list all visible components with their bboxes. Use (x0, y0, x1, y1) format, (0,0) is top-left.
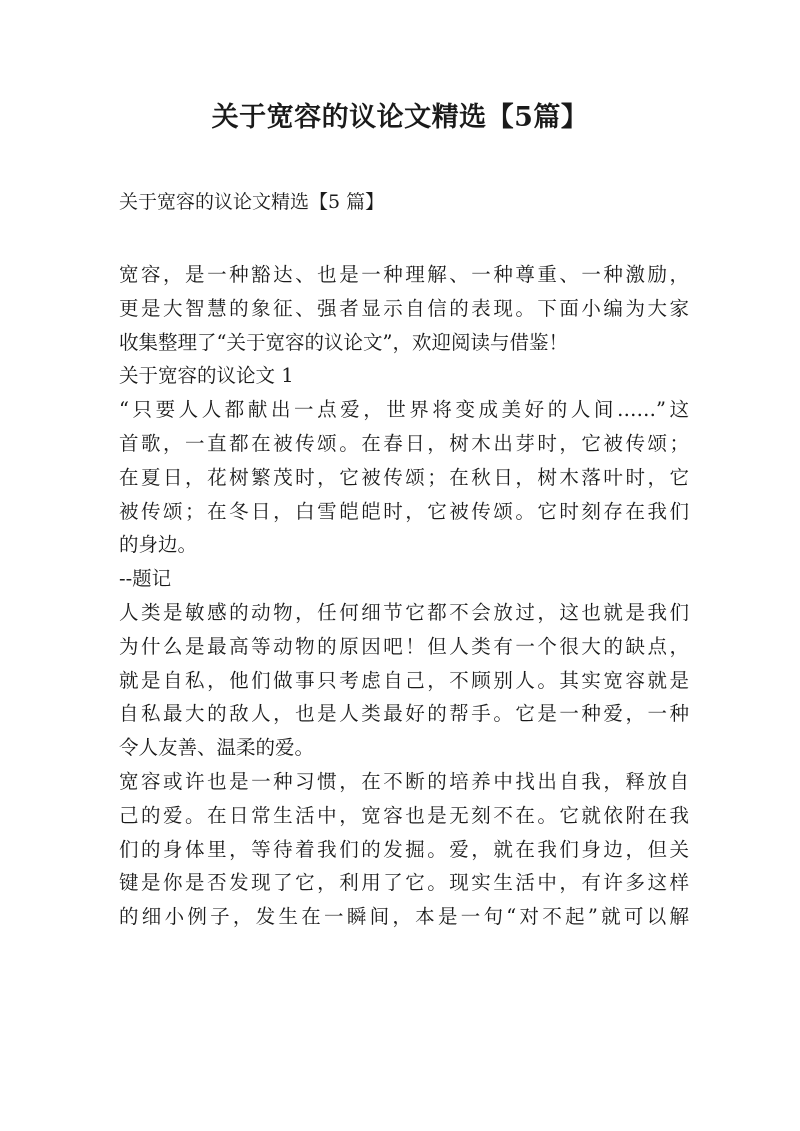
document-title: 关于宽容的议论文精选【5篇】 (211, 102, 589, 133)
text-line: 己的爱。在日常生活中，宽容也是无刻不在。它就依附在我 (119, 803, 689, 827)
document-body (119, 258, 689, 934)
text-line: --题记 (119, 567, 172, 591)
text-line: 在夏日，花树繁茂时，它被传颂；在秋日，树木落叶时，它 (119, 465, 689, 489)
document-subtitle: 关于宽容的议论文精选【5 篇】 (119, 191, 385, 213)
text-line: 们的身体里，等待着我们的发掘。爱，就在我们身边，但关 (119, 837, 689, 861)
text-line: 令人友善、温柔的爱。 (119, 736, 315, 760)
text-line: 人类是敏感的动物，任何细节它都不会放过，这也就是我们 (119, 600, 689, 624)
text-line: 被传颂；在冬日，白雪皑皑时，它被传颂。它时刻存在我们 (119, 499, 689, 523)
text-line: 自私最大的敌人，也是人类最好的帮手。它是一种爱，一种 (119, 702, 689, 726)
text-line: 就是自私，他们做事只考虑自己，不顾别人。其实宽容就是 (119, 668, 689, 692)
text-line: 关于宽容的议论文 1 (119, 364, 294, 388)
text-line: 收集整理了“关于宽容的议论文”，欢迎阅读与借鉴！ (119, 330, 568, 354)
text-line: 宽容或许也是一种习惯，在不断的培养中找出自我，释放自 (119, 769, 689, 793)
text-line: 宽容，是一种豁达、也是一种理解、一种尊重、一种激励， (119, 263, 689, 286)
text-line: 的细小例子，发生在一瞬间，本是一句“对不起”就可以解 (119, 905, 689, 929)
text-line: 首歌，一直都在被传颂。在春日，树木出芽时，它被传颂； (119, 431, 689, 455)
text-line: 键是你是否发现了它，利用了它。现实生活中，有许多这样 (119, 871, 689, 895)
text-line: “只要人人都献出一点爱，世界将变成美好的人间……”这 (119, 398, 689, 422)
text-line: 更是大智慧的象征、强者显示自信的表现。下面小编为大家 (119, 296, 689, 320)
text-line: 为什么是最高等动物的原因吧！但人类有一个很大的缺点， (119, 634, 689, 658)
text-line: 的身边。 (119, 533, 198, 557)
